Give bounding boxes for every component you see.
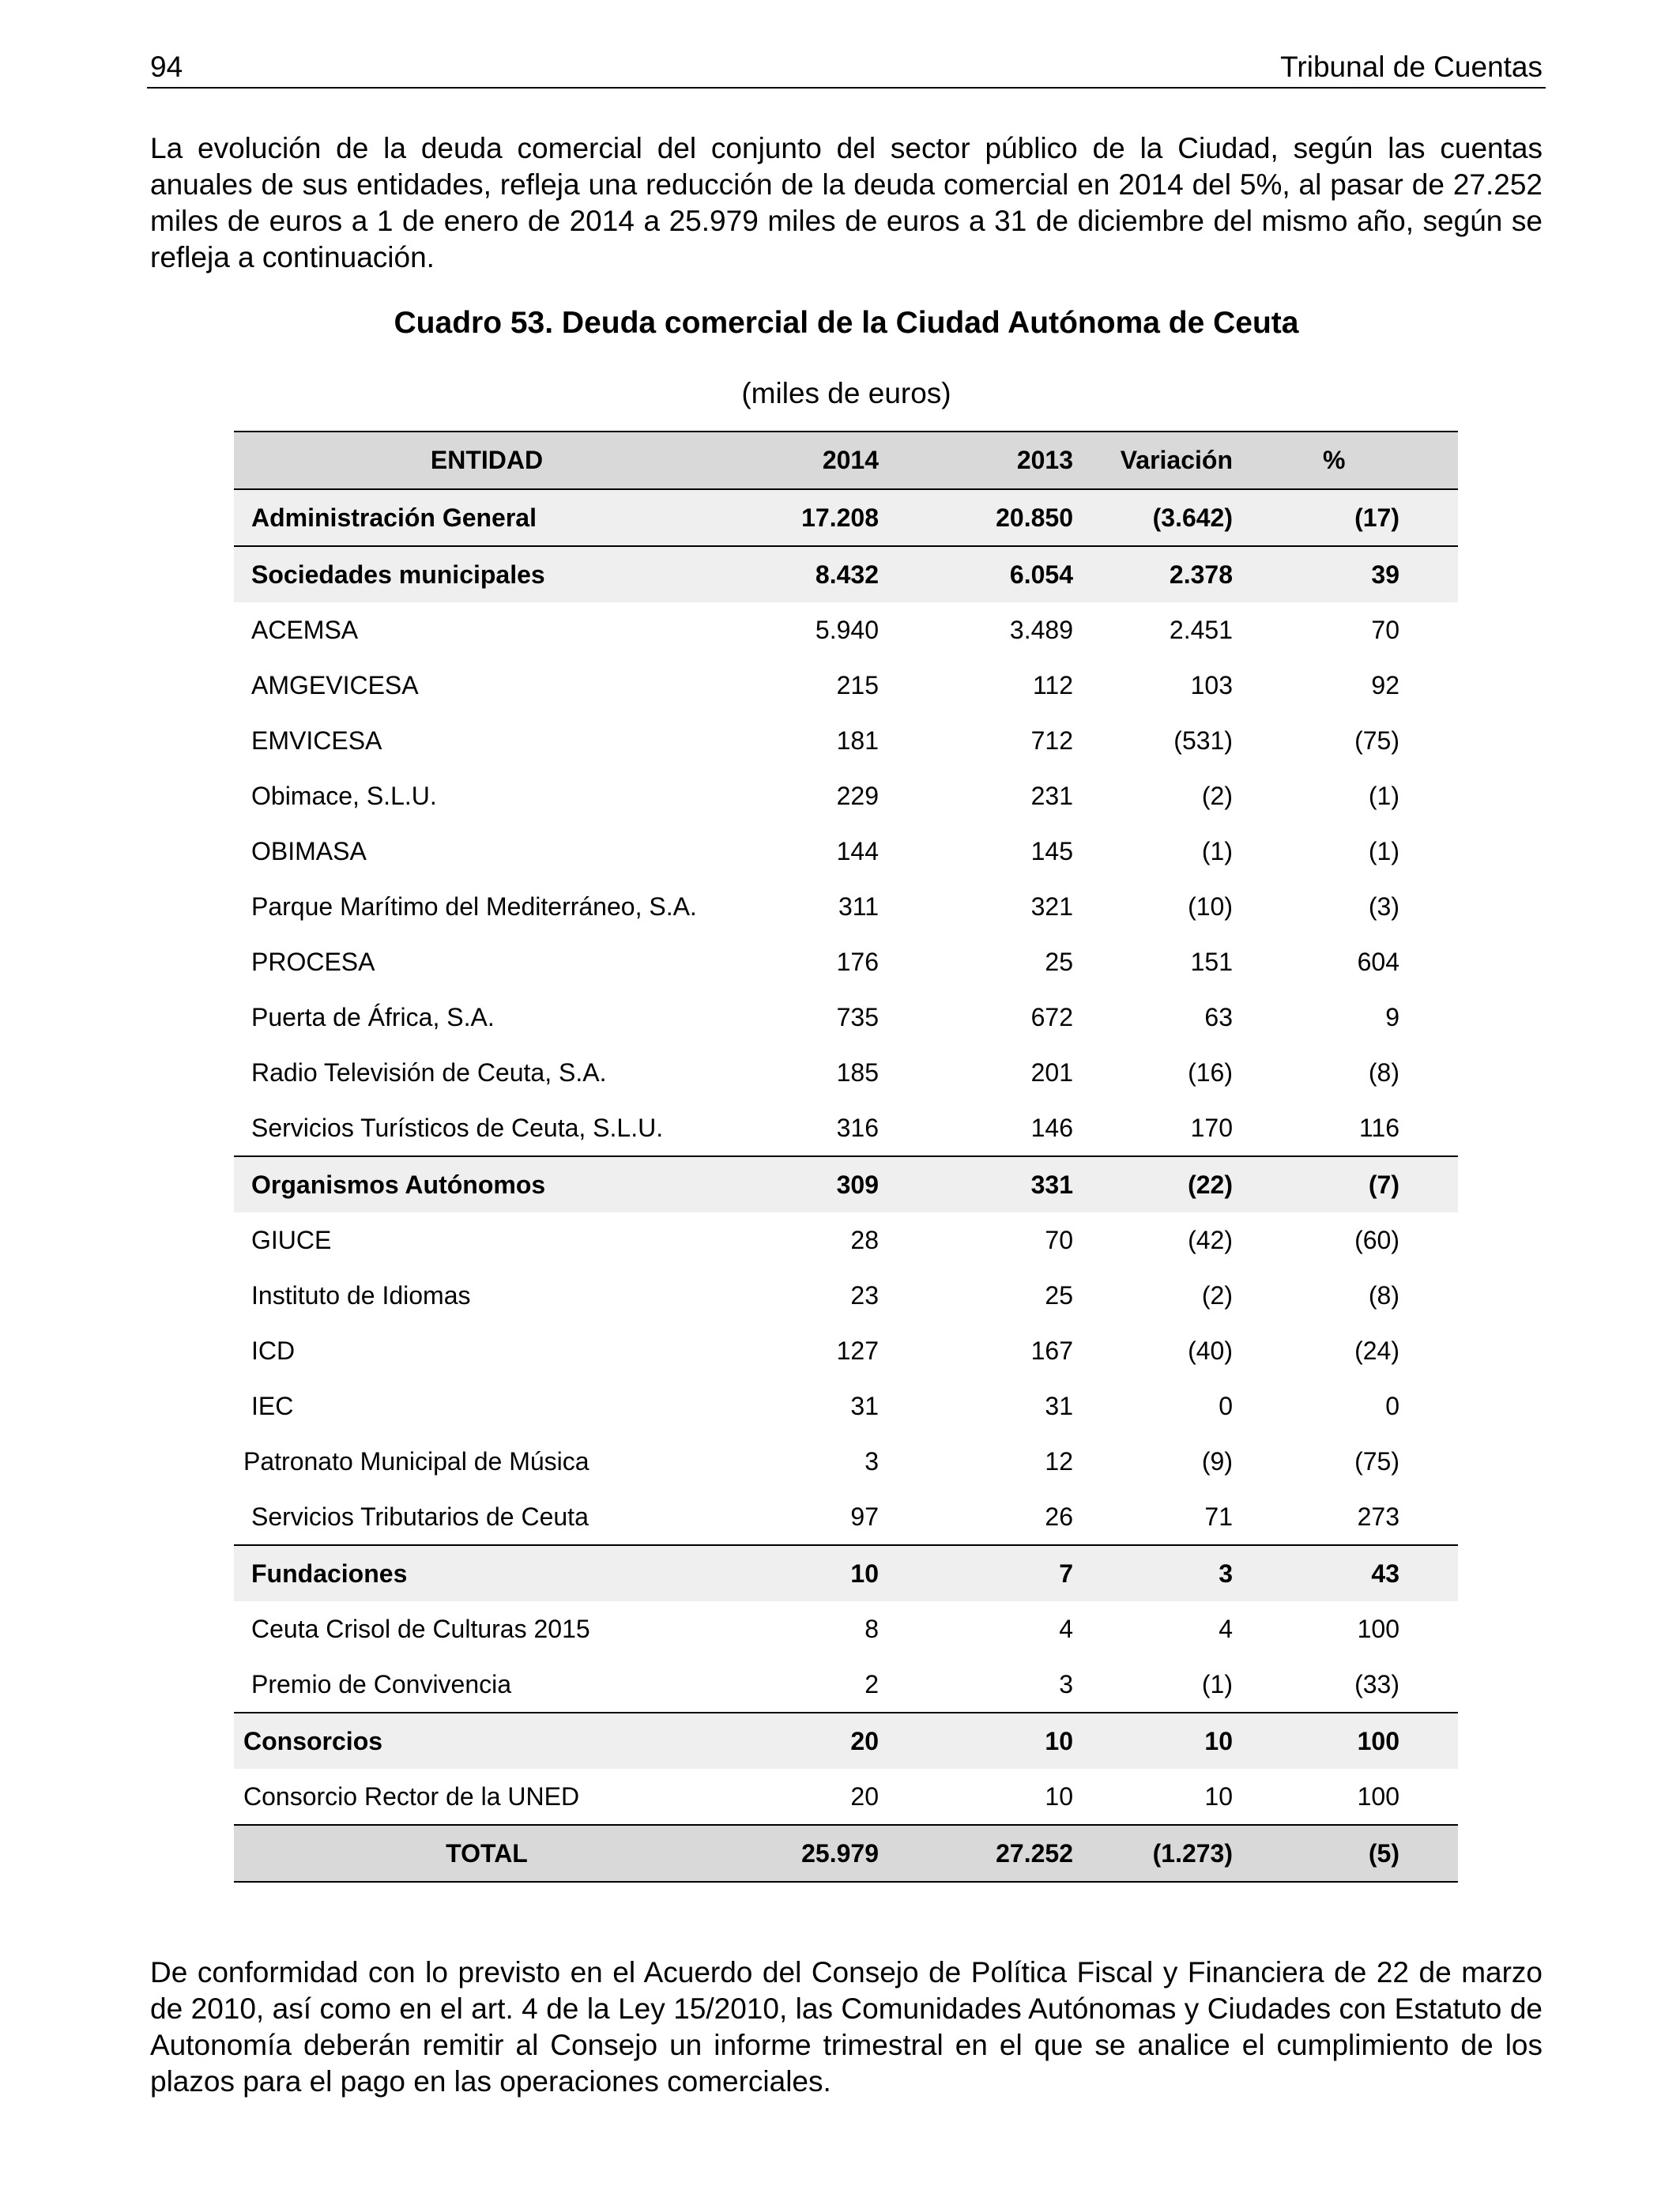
cell-name: Organismos Autónomos	[234, 1156, 740, 1212]
cell-y2014: 8.432	[740, 546, 890, 602]
cell-pct: (33)	[1244, 1657, 1458, 1713]
cell-y2013: 3.489	[1009, 615, 1073, 644]
cell-y2013: 31	[1045, 1391, 1073, 1420]
cell-name: Obimace, S.L.U.	[251, 781, 437, 810]
table-row	[234, 990, 1458, 1045]
cell-var: 3	[1086, 1545, 1244, 1601]
cell-y2013: 12	[1045, 1446, 1073, 1476]
table-row	[234, 1713, 1458, 1769]
cell-y2014: 181	[836, 726, 879, 755]
cell-name: Administración General	[234, 489, 740, 546]
cell-y2013: 6.054	[890, 546, 1086, 602]
cell-var: (531)	[1173, 726, 1233, 755]
cell-pct: (24)	[1354, 1336, 1399, 1365]
table-row	[234, 1489, 1458, 1545]
cell-y2014: 311	[838, 892, 879, 921]
page-header	[147, 46, 1546, 89]
cell-y2014: 17.208	[740, 489, 890, 546]
cell-y2014: 31	[850, 1391, 879, 1420]
cell-y2013: 231	[1030, 781, 1073, 810]
cell-pct: 100	[1244, 1713, 1458, 1769]
cell-y2014: 8	[864, 1614, 879, 1643]
cell-var: 170	[1086, 1100, 1244, 1156]
cell-y2013: 10	[890, 1713, 1086, 1769]
total-cell-pct: (5)	[1244, 1825, 1458, 1882]
table-row	[234, 1212, 1458, 1268]
cell-y2013: 25	[1045, 1280, 1073, 1310]
column-header-variacion: Variación	[1086, 432, 1244, 489]
cell-name: Instituto de Idiomas	[251, 1280, 471, 1310]
cell-y2013: 146	[890, 1100, 1086, 1156]
cell-pct: 100	[1357, 1781, 1399, 1811]
cell-var: 2.451	[1169, 615, 1233, 644]
total-cell-y2013: 27.252	[890, 1825, 1086, 1882]
table-row	[234, 1378, 1458, 1434]
publisher-name: Tribunal de Cuentas	[1280, 51, 1543, 83]
total-cell-y2014: 25.979	[740, 1825, 890, 1882]
cell-pct: (75)	[1354, 1446, 1399, 1476]
cell-var: (10)	[1188, 892, 1233, 921]
cell-name: EMVICESA	[251, 726, 382, 755]
cell-y2014: 3	[864, 1446, 879, 1476]
cell-name: Consorcios	[234, 1713, 740, 1769]
cell-pct: (60)	[1354, 1225, 1399, 1254]
cell-y2014: 185	[836, 1057, 879, 1087]
cell-y2013: 201	[1030, 1057, 1073, 1087]
cell-pct: 9	[1385, 1002, 1399, 1031]
cell-y2014: 20	[740, 1713, 890, 1769]
page-number: 94	[150, 51, 183, 83]
cell-var: 0	[1219, 1391, 1233, 1420]
column-header-percent: %	[1244, 432, 1458, 489]
cell-name: ICD	[251, 1336, 296, 1365]
cell-pct: 100	[1357, 1614, 1399, 1643]
table-row	[234, 546, 1458, 602]
table-row	[234, 1545, 1458, 1601]
cell-var: (2)	[1201, 781, 1233, 810]
cell-name: Radio Televisión de Ceuta, S.A.	[251, 1057, 607, 1087]
cell-y2013: 4	[1059, 1614, 1073, 1643]
table-row	[234, 489, 1458, 546]
cell-var: 4	[1219, 1614, 1233, 1643]
intro-paragraph: La evolución de la deuda comercial del conjunto del sector público de la Ciudad, según las cuentas anuales de sus entidades, refleja una reducción de la deuda comercial en 2014 del 5%, al pasar de 27.252 miles de euros a 1 de enero de 2014 a 25.979 miles de euros a 31 de diciembre del mismo año, según se refleja a continuación.	[150, 132, 1543, 273]
total-row	[234, 1825, 1458, 1882]
cell-var: 2.378	[1086, 546, 1244, 602]
cell-pct: (17)	[1244, 489, 1458, 546]
cell-pct: 92	[1371, 670, 1399, 699]
cell-var: 63	[1204, 1002, 1233, 1031]
cell-y2013: 672	[1030, 1002, 1073, 1031]
cell-name: Ceuta Crisol de Culturas 2015	[251, 1614, 590, 1643]
cell-name: Premio de Convivencia	[234, 1657, 740, 1713]
cell-y2013: 20.850	[890, 489, 1086, 546]
cell-y2014: 2	[740, 1657, 890, 1713]
cell-y2014: 28	[850, 1225, 879, 1254]
cell-y2014: 144	[836, 836, 879, 865]
cell-var: (16)	[1188, 1057, 1233, 1087]
cell-y2014: 215	[836, 670, 879, 699]
cell-pct: 70	[1371, 615, 1399, 644]
cell-pct: 116	[1244, 1100, 1458, 1156]
cell-y2013: 712	[1030, 726, 1073, 755]
cell-y2014: 23	[850, 1280, 879, 1310]
cell-name: Parque Marítimo del Mediterráneo, S.A.	[251, 892, 697, 921]
cell-pct: 273	[1244, 1489, 1458, 1545]
cell-y2014: 735	[836, 1002, 879, 1031]
cell-y2014: 5.940	[815, 615, 879, 644]
cell-name: Servicios Turísticos de Ceuta, S.L.U.	[234, 1100, 740, 1156]
cell-y2014: 127	[836, 1336, 879, 1365]
cell-y2014: 176	[836, 947, 879, 976]
cell-y2014: 229	[836, 781, 879, 810]
table-row	[234, 713, 1458, 768]
cell-var: (22)	[1086, 1156, 1244, 1212]
cell-var: (1)	[1201, 836, 1233, 865]
column-header-2013: 2013	[890, 432, 1086, 489]
cell-var: 10	[1086, 1713, 1244, 1769]
column-header-entidad: ENTIDAD	[234, 432, 740, 489]
cell-y2014: 10	[740, 1545, 890, 1601]
table-header-row	[234, 432, 1458, 489]
table-row	[234, 1268, 1458, 1323]
cell-name: ACEMSA	[251, 615, 359, 644]
table-row	[234, 1045, 1458, 1100]
table-row	[234, 768, 1458, 824]
cell-y2013: 145	[1030, 836, 1073, 865]
cell-y2014: 309	[740, 1156, 890, 1212]
table-row	[234, 658, 1458, 713]
table-row	[234, 1434, 1458, 1489]
closing-paragraph: De conformidad con lo previsto en el Acuerdo del Consejo de Política Fiscal y Financiera de 22 de marzo de 2010, así como en el art. 4 de la Ley 15/2010, las Comunidades Autónomas y Ciudades con Estatuto de Autonomía deberán remitir al Consejo un informe trimestral en el que se analice el cumplimiento de los plazos para el pago en las operaciones comerciales.	[150, 1956, 1543, 2098]
cell-var: (1)	[1086, 1657, 1244, 1713]
cell-var: 103	[1190, 670, 1233, 699]
cell-name: OBIMASA	[251, 836, 367, 865]
cell-y2013: 25	[1045, 947, 1073, 976]
table-row	[234, 879, 1458, 934]
table-row	[234, 1657, 1458, 1713]
cell-pct: (7)	[1244, 1156, 1458, 1212]
cell-name: GIUCE	[251, 1225, 332, 1254]
table-row	[234, 1769, 1458, 1825]
cell-name: PROCESA	[251, 947, 375, 976]
cell-var: (2)	[1201, 1280, 1233, 1310]
cell-y2014: 20	[850, 1781, 879, 1811]
cell-name: Patronato Municipal de Música	[243, 1446, 590, 1476]
total-cell-name: TOTAL	[234, 1825, 740, 1882]
cell-y2013: 331	[890, 1156, 1086, 1212]
cell-var: 71	[1086, 1489, 1244, 1545]
cell-name: Puerta de África, S.A.	[251, 1002, 495, 1031]
cell-pct: 604	[1357, 947, 1399, 976]
cell-var: 151	[1190, 947, 1233, 976]
cell-name: Sociedades municipales	[234, 546, 740, 602]
cell-pct: (3)	[1368, 892, 1399, 921]
debt-table	[234, 431, 1458, 1883]
cell-y2013: 3	[890, 1657, 1086, 1713]
cell-y2013: 112	[1032, 670, 1073, 699]
table-row	[234, 602, 1458, 658]
cell-pct: (1)	[1368, 836, 1399, 865]
table-row	[234, 934, 1458, 990]
cell-y2013: 26	[890, 1489, 1086, 1545]
table-unit: (miles de euros)	[741, 377, 951, 409]
cell-var: 10	[1204, 1781, 1233, 1811]
cell-pct: (8)	[1368, 1280, 1399, 1310]
cell-y2013: 321	[1030, 892, 1073, 921]
table-row	[234, 1100, 1458, 1156]
cell-pct: 39	[1244, 546, 1458, 602]
column-header-2014: 2014	[740, 432, 890, 489]
cell-pct: 43	[1244, 1545, 1458, 1601]
table-row	[234, 824, 1458, 879]
cell-pct: (8)	[1368, 1057, 1399, 1087]
cell-name: AMGEVICESA	[251, 670, 419, 699]
cell-name: IEC	[251, 1391, 294, 1420]
cell-var: (40)	[1188, 1336, 1233, 1365]
cell-var: (42)	[1188, 1225, 1233, 1254]
cell-pct: (75)	[1354, 726, 1399, 755]
cell-y2013: 7	[890, 1545, 1086, 1601]
cell-name: Consorcio Rector de la UNED	[243, 1781, 580, 1811]
cell-y2013: 10	[1045, 1781, 1073, 1811]
cell-var: (9)	[1201, 1446, 1233, 1476]
total-cell-var: (1.273)	[1086, 1825, 1244, 1882]
cell-pct: (1)	[1368, 781, 1399, 810]
cell-var: (3.642)	[1086, 489, 1244, 546]
table-row	[234, 1601, 1458, 1657]
table-row	[234, 1323, 1458, 1378]
cell-y2014: 97	[740, 1489, 890, 1545]
cell-y2014: 316	[740, 1100, 890, 1156]
cell-pct: 0	[1385, 1391, 1399, 1420]
table-row	[234, 1156, 1458, 1212]
cell-y2013: 167	[1030, 1336, 1073, 1365]
cell-name: Servicios Tributarios de Ceuta	[234, 1489, 740, 1545]
table-caption: Cuadro 53. Deuda comercial de la Ciudad Autónoma de Ceuta	[394, 306, 1299, 340]
cell-name: Fundaciones	[234, 1545, 740, 1601]
cell-y2013: 70	[1045, 1225, 1073, 1254]
